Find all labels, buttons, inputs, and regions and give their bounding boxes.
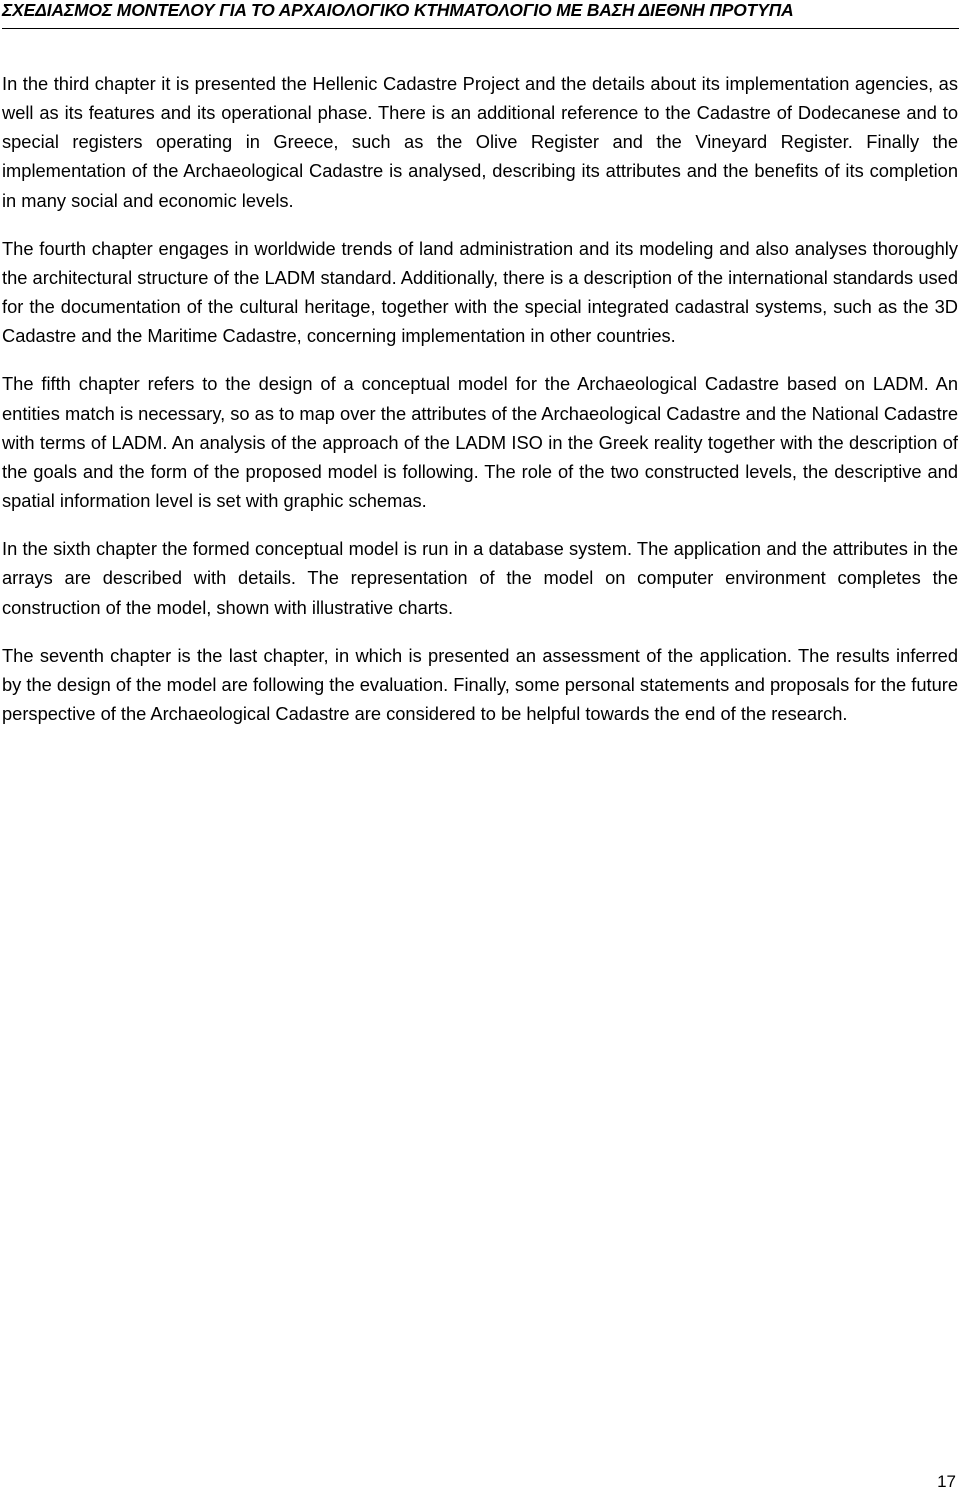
page-number: 17: [937, 1472, 956, 1491]
paragraph-chapter-6: In the sixth chapter the formed conceptual model is run in a database system. The application and the attributes in the arrays are described with details. The representation of the model on computer environment completes the construction of the model, shown with illustrative charts.: [2, 538, 958, 618]
paragraph-chapter-3: In the third chapter it is presented the Hellenic Cadastre Project and the details about its implementation agencies, as well as its features and its operational phase. There is an additional reference to the Cadastre of Dodecanese and to special registers operating in Greece, such as the Olive Register and the Vineyard Register. Finally the implementation of the Archaeological Cadastre is analysed, describing its attributes and the benefits of its completion in many social and economic levels.: [2, 73, 958, 211]
paragraph-chapter-4: The fourth chapter engages in worldwide trends of land administration and its modeling and also analyses thoroughly the architectural structure of the LADM standard. Additionally, there is a description of the international standards used for the documentation of the cultural heritage, together with the special integrated cadastral systems, such as the 3D Cadastre and the Maritime Cadastre, concerning implementation in other countries.: [2, 237, 958, 347]
paragraph-chapter-7: The seventh chapter is the last chapter, in which is presented an assessment of the application. The results inferred by the design of the model are following the evaluation. Finally, some personal statements and proposals for the future perspective of the Archaeological Cadastre are considered to be helpful towards the end of the research.: [2, 644, 958, 724]
page-header: [0, 0, 960, 29]
page-header-title: ΣΧΕΔΙΑΣΜΟΣ ΜΟΝΤΕΛΟΥ ΓΙΑ ΤΟ ΑΡΧΑΙΟΛΟΓΙΚΟ ΚΤΗΜΑΤΟΛΟΓΙΟ ΜΕ ΒΑΣΗ ΔΙΕΘΝΗ ΠΡΟΤΥΠΑ: [2, 0, 794, 20]
document-body: [2, 69, 958, 747]
paragraph-chapter-5: The fifth chapter refers to the design of a conceptual model for the Archaeological Cadastre based on LADM. An entities match is necessary, so as to map over the attributes of the Archaeological Cadastre and the National Cadastre with terms of LADM. An analysis of the approach of the LADM ISO in the Greek reality together with the description of the goals and the form of the proposed model is following. The role of the two constructed levels, the descriptive and spatial information level is set with graphic schemas.: [2, 373, 958, 512]
header-divider: [2, 28, 959, 29]
